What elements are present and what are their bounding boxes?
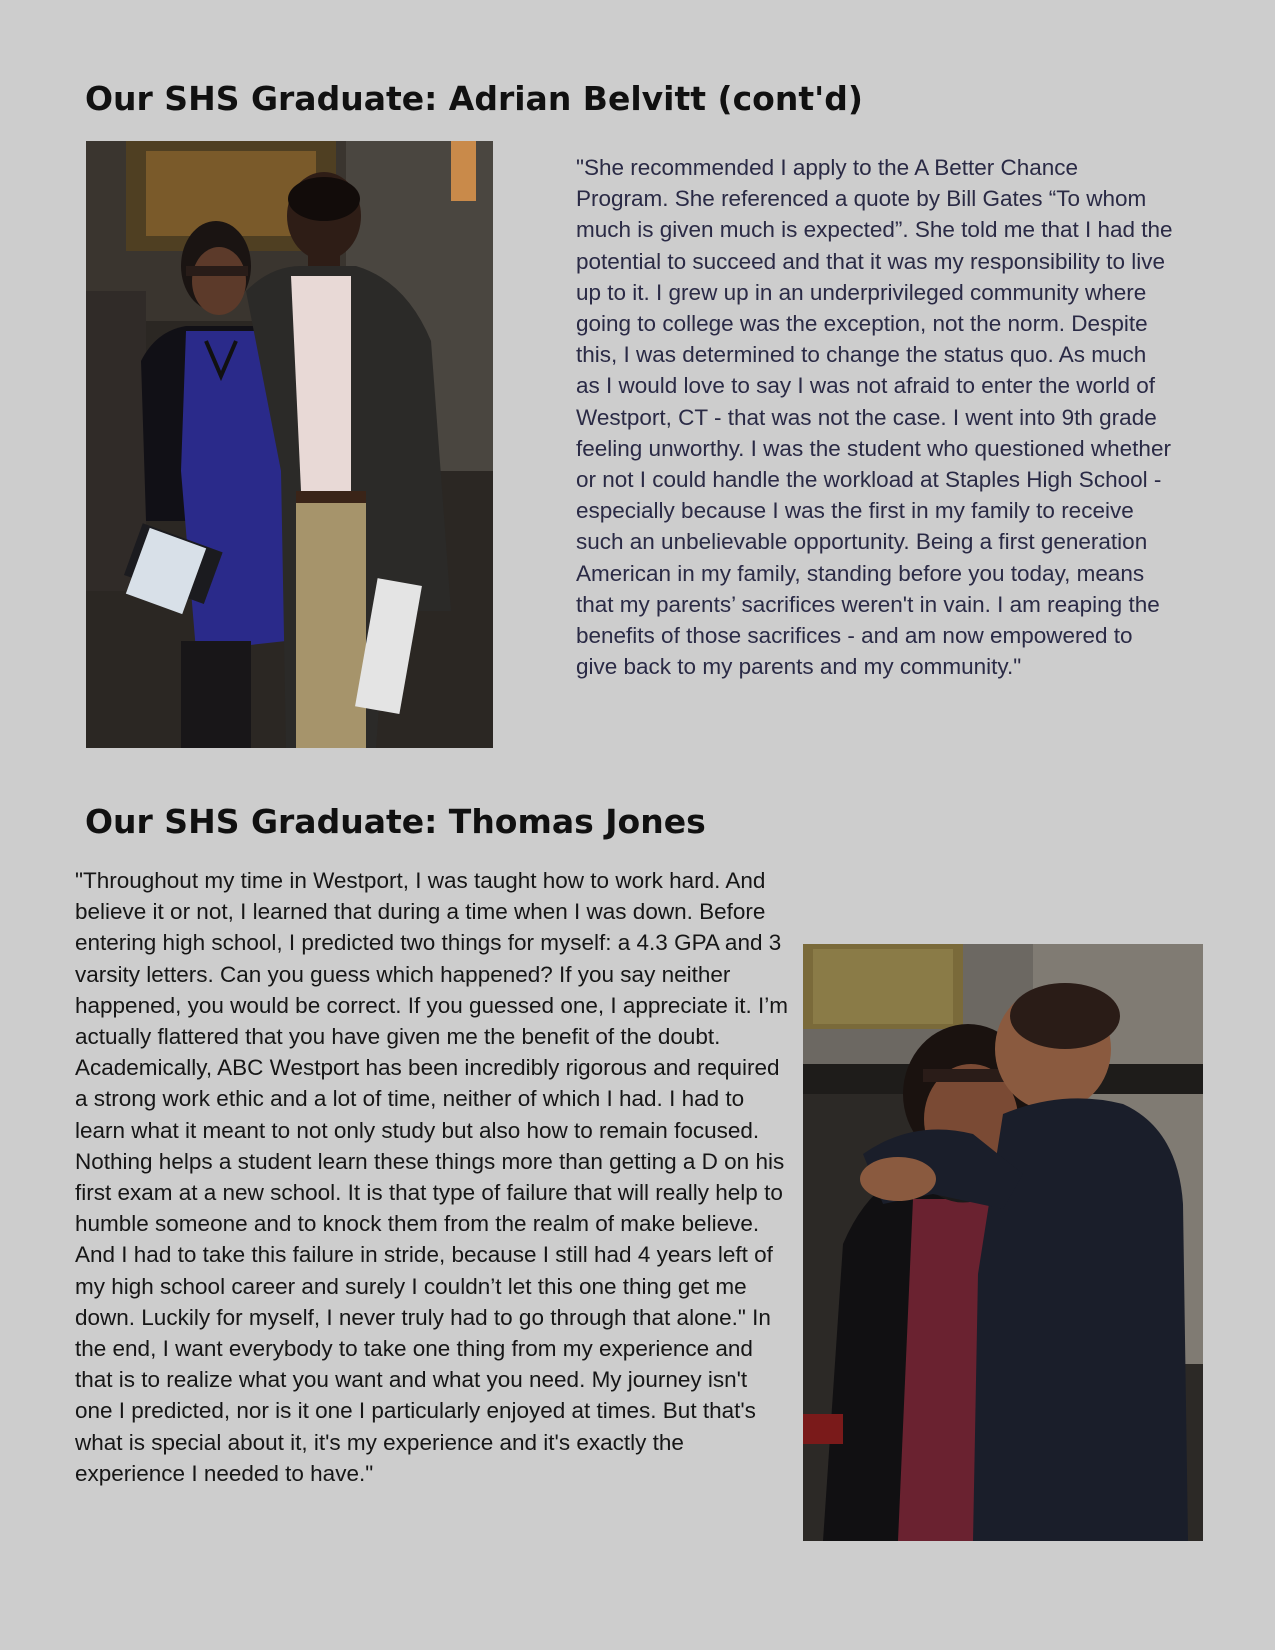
photo-adrian-with-mentor-icon bbox=[86, 141, 493, 748]
adrian-photo bbox=[86, 141, 493, 748]
thomas-photo bbox=[803, 944, 1203, 1541]
section1-quote: "She recommended I apply to the A Better Chance Program. She referenced a quote by Bill Gates “To whom much is given much is expected”. She told me that I had the potential to succeed and that it was my responsibility to live up to it. I grew up in an underprivileged community where going to college was the exception, not the norm. Despite this, I was determined to change the status quo. As much as I would love to say I was not afraid to enter the world of Westport, CT - that was not the case. I went into 9th grade feeling unworthy. I was the student who questioned whether or not I could handle the workload at Staples High School - especially because I was the first in my family to receive such an unbelievable opportunity. Being a first generation American in my family, standing before you today, means that my parents’ sacrifices weren't in vain. I am reaping the benefits of those sacrifices - and am now empowered to give back to my parents and my community." bbox=[576, 155, 1173, 680]
photo-thomas-hugging-mentor-icon bbox=[803, 944, 1203, 1541]
section1-heading: Our SHS Graduate: Adrian Belvitt (cont'd) bbox=[85, 79, 863, 118]
section2-quote: "Throughout my time in Westport, I was taught how to work hard. And believe it or not, I learned that during a time when I was down. Before entering high school, I predicted two things for myself: a 4.3 GPA and 3 varsity letters. Can you guess which happened? If you say neither happened, you would be correct. If you guessed one, I appreciate it. I’m actually flattered that you have given me the benefit of the doubt. Academically, ABC Westport has been incredibly rigorous and required a strong work ethic and a lot of time, neither of which I had. I had to learn what it meant to not only study but also how to remain focused. Nothing helps a student learn these things more than getting a D on his first exam at a new school. It is that type of failure that will really help to humble someone and to knock them from the realm of make believe. And I had to take this failure in stride, because I still had 4 years left of my high school career and surely I couldn’t let this one thing get me down. Luckily for myself, I never truly had to go through that alone." In the end, I want everybody to take one thing from my experience and that is to realize what you want and what you need. My journey isn't one I predicted, nor is it one I particularly enjoyed at times. But that's what is special about it, it's my experience and it's exactly the experience I needed to have." bbox=[75, 868, 788, 1486]
section2-heading: Our SHS Graduate: Thomas Jones bbox=[85, 802, 706, 841]
